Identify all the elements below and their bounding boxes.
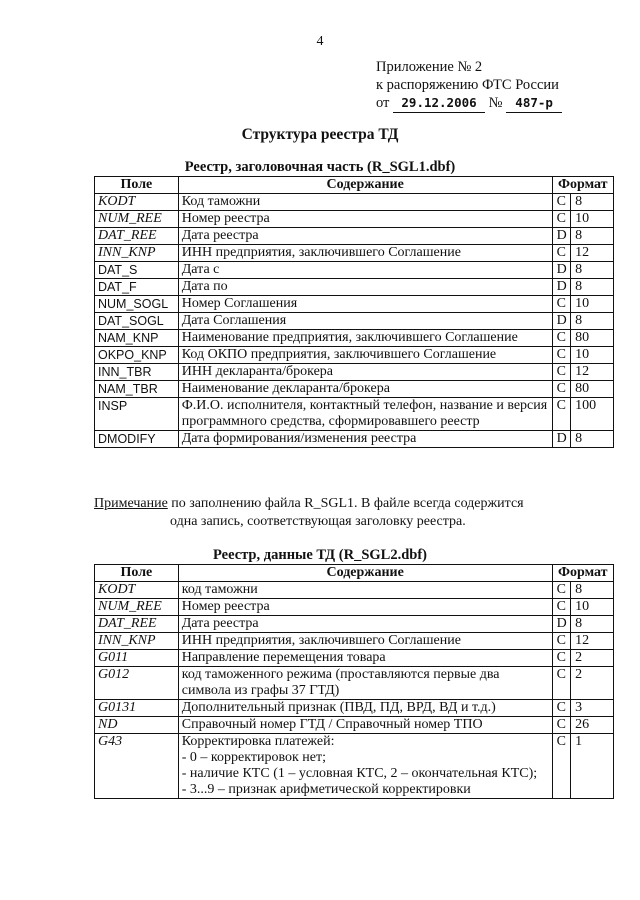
page-number: 4 [316,34,324,49]
field-description-cell: код таможенного режима (проставляются первые два символа из графы 37 ГТД) [178,667,552,700]
format-size-cell: 80 [571,381,614,398]
field-name-cell: INN_KNP [95,245,179,262]
format-type-cell: D [552,228,571,245]
header-field: Поле [95,177,179,194]
field-name-cell: DAT_REE [95,616,179,633]
table-row [95,347,614,364]
description-line: - наличие КТС (1 – условная КТС, 2 – окончательная КТС); [181,766,538,781]
field-name-cell: INSP [95,398,179,431]
format-size-cell: 2 [571,667,614,700]
table-row [95,262,614,279]
table-row [95,616,614,633]
field-description-cell [178,734,552,799]
field-description-cell: Дополнительный признак (ПВД, ПД, ВРД, ВД и т.д.) [178,700,552,717]
field-description-cell: Дата реестра [178,616,552,633]
table-row [95,667,614,700]
table-row [95,582,614,599]
note-text1: по заполнению файла R_SGL1. В файле всегда содержится [171,496,524,511]
format-size-cell: 10 [571,347,614,364]
field-description-cell: Код ОКПО предприятия, заключившего Соглашение [178,347,552,364]
field-name-cell: G011 [95,650,179,667]
field-name-cell: DAT_SOGL [95,313,179,330]
table2 [94,564,614,799]
field-name-cell: NAM_TBR [95,381,179,398]
table-row [95,734,614,799]
table-row [95,700,614,717]
field-description-cell: Номер реестра [178,599,552,616]
format-size-cell: 3 [571,700,614,717]
note-label: Примечание [94,496,168,511]
field-description-cell: Дата реестра [178,228,552,245]
field-description-cell: Дата с [178,262,552,279]
format-type-cell: C [552,734,571,799]
format-size-cell: 8 [571,582,614,599]
header-content: Содержание [178,565,552,582]
format-size-cell: 8 [571,262,614,279]
table-row [95,431,614,448]
field-name-cell: DAT_F [95,279,179,296]
field-description-cell: ИНН предприятия, заключившего Соглашение [178,245,552,262]
field-description-cell: ИНН предприятия, заключившего Соглашение [178,633,552,650]
field-description-cell: Наименование предприятия, заключившего Соглашение [178,330,552,347]
field-name-cell: G012 [95,667,179,700]
field-name-cell: ND [95,717,179,734]
format-size-cell: 12 [571,245,614,262]
description-line: - 3...9 – признак арифметической корректировки [181,782,471,797]
format-type-cell: C [552,245,571,262]
format-type-cell: C [552,330,571,347]
field-description-cell: Номер реестра [178,211,552,228]
table2-body [95,582,614,799]
from-label: от [376,95,390,111]
field-name-cell: DAT_REE [95,228,179,245]
appendix-line2: к распоряжению ФТС России [376,77,559,93]
field-description-cell: Дата Соглашения [178,313,552,330]
format-type-cell: C [552,194,571,211]
field-description-cell: ИНН декларанта/брокера [178,364,552,381]
table-row [95,717,614,734]
format-type-cell: C [552,364,571,381]
format-type-cell: C [552,599,571,616]
header-format: Формат [552,177,613,194]
description-line: - 0 – корректировок нет; [181,750,326,765]
field-name-cell: NAM_KNP [95,330,179,347]
format-type-cell: C [552,347,571,364]
field-description-cell: Справочный номер ГТД / Справочный номер ТПО [178,717,552,734]
format-type-cell: C [552,650,571,667]
table-row [95,599,614,616]
field-name-cell: INN_TBR [95,364,179,381]
table-row [95,398,614,431]
field-name-cell: OKPO_KNP [95,347,179,364]
format-size-cell: 8 [571,313,614,330]
format-size-cell: 1 [571,734,614,799]
format-size-cell: 10 [571,599,614,616]
format-size-cell: 10 [571,296,614,313]
field-name-cell: G0131 [95,700,179,717]
order-date: 29.12.2006 [393,94,485,113]
table1-header-row [95,177,614,194]
format-size-cell: 8 [571,228,614,245]
field-name-cell: INN_KNP [95,633,179,650]
format-type-cell: C [552,717,571,734]
header-format: Формат [552,565,613,582]
format-size-cell: 12 [571,364,614,381]
format-size-cell: 8 [571,431,614,448]
table-row [95,313,614,330]
format-type-cell: D [552,431,571,448]
format-size-cell: 80 [571,330,614,347]
format-type-cell: C [552,398,571,431]
field-description-cell: Код таможни [178,194,552,211]
format-type-cell: D [552,279,571,296]
table-row [95,228,614,245]
appendix-date-line [376,94,562,113]
note-text2: одна запись, соответствующая заголовку реестра. [170,514,466,529]
table-row [95,633,614,650]
table1-body [95,194,614,448]
appendix-line1: Приложение № 2 [376,59,483,75]
description-line: Корректировка платежей: [181,734,335,749]
format-type-cell: D [552,313,571,330]
table-row [95,650,614,667]
format-size-cell: 10 [571,211,614,228]
field-description-cell: Направление перемещения товара [178,650,552,667]
field-name-cell: DAT_S [95,262,179,279]
note [94,495,614,531]
field-name-cell: KODT [95,194,179,211]
format-type-cell: C [552,211,571,228]
table2-caption: Реестр, данные ТД (R_SGL2.dbf) [212,547,428,563]
header-content: Содержание [178,177,552,194]
field-description-cell: Ф.И.О. исполнителя, контактный телефон, название и версия программного средства, сформировавшего реестр [178,398,552,431]
table-row [95,194,614,211]
field-name-cell: G43 [95,734,179,799]
format-size-cell: 8 [571,194,614,211]
table-row [95,364,614,381]
format-type-cell: D [552,262,571,279]
table1-caption: Реестр, заголовочная часть (R_SGL1.dbf) [184,159,456,175]
format-type-cell: C [552,700,571,717]
table-row [95,279,614,296]
field-name-cell: KODT [95,582,179,599]
format-size-cell: 2 [571,650,614,667]
table-row [95,245,614,262]
table2-header-row [95,565,614,582]
format-size-cell: 12 [571,633,614,650]
document-title: Структура реестра ТД [241,126,399,143]
header-field: Поле [95,565,179,582]
table-row [95,296,614,313]
format-type-cell: C [552,381,571,398]
format-type-cell: C [552,667,571,700]
table-row [95,330,614,347]
format-type-cell: C [552,582,571,599]
format-size-cell: 26 [571,717,614,734]
format-type-cell: D [552,616,571,633]
field-name-cell: NUM_REE [95,599,179,616]
number-label: № [488,95,503,111]
field-name-cell: NUM_SOGL [95,296,179,313]
field-description-cell: Наименование декларанта/брокера [178,381,552,398]
field-name-cell: NUM_REE [95,211,179,228]
field-description-cell: код таможни [178,582,552,599]
field-description-cell: Номер Соглашения [178,296,552,313]
field-description-cell: Дата по [178,279,552,296]
field-name-cell: DMODIFY [95,431,179,448]
format-size-cell: 100 [571,398,614,431]
table-row [95,211,614,228]
format-size-cell: 8 [571,616,614,633]
format-type-cell: C [552,296,571,313]
field-description-cell: Дата формирования/изменения реестра [178,431,552,448]
table-row [95,381,614,398]
order-number: 487-р [506,94,562,113]
appendix-header [376,58,562,113]
table1 [94,176,614,448]
format-size-cell: 8 [571,279,614,296]
format-type-cell: C [552,633,571,650]
